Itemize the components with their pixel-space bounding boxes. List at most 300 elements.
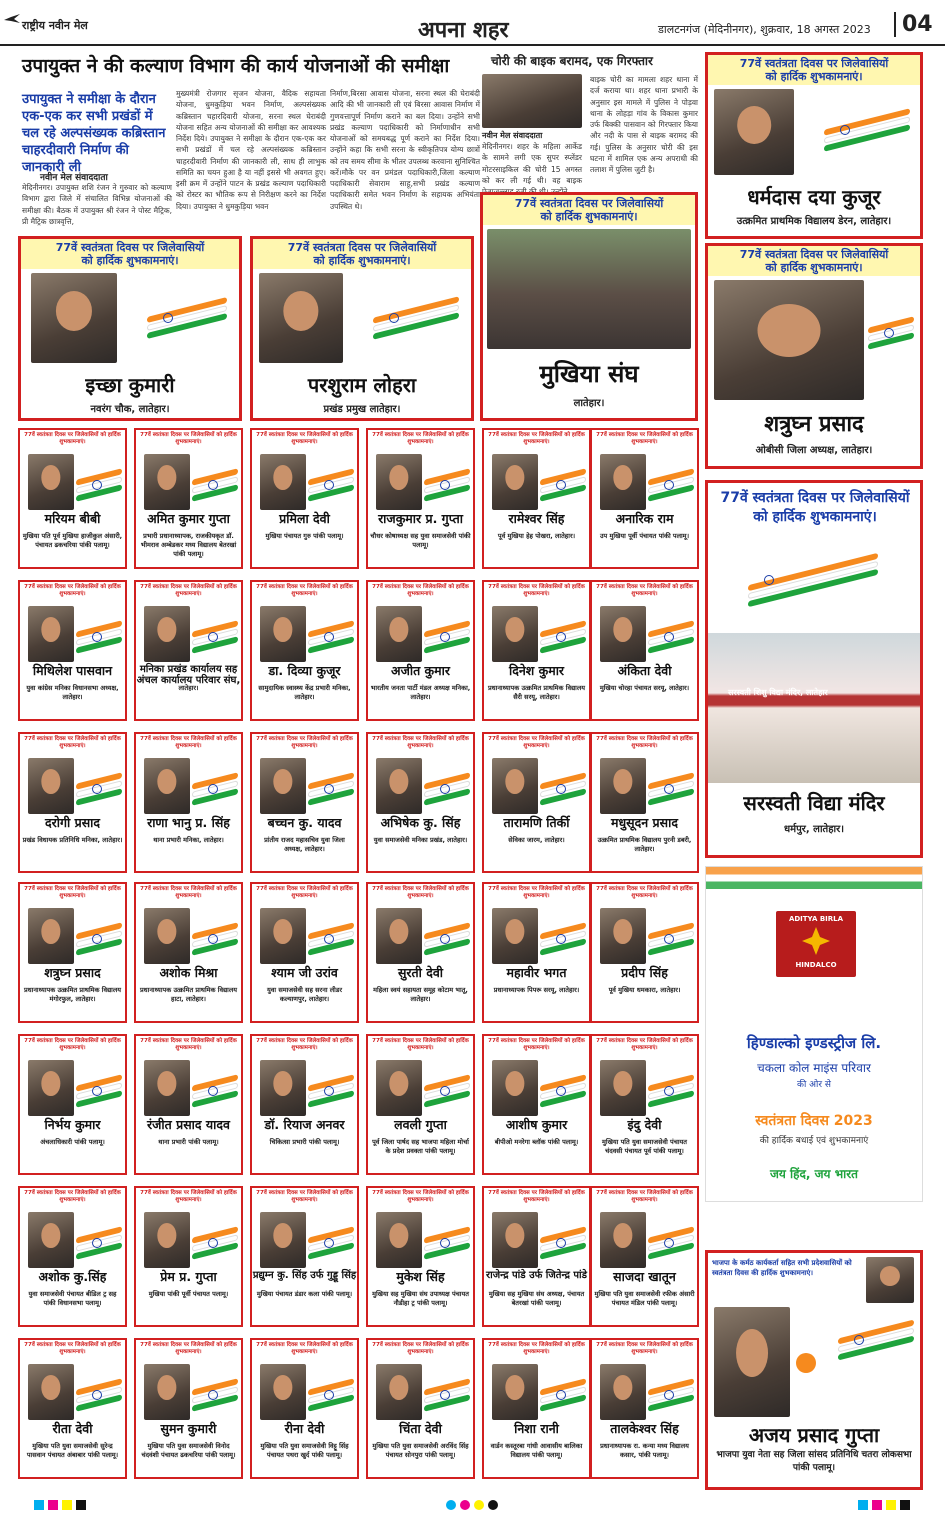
- card-greeting: 77वें स्वतंत्रता दिवस पर जिलेवासियों को हार्दिक शुभकामनाएं।: [596, 886, 693, 900]
- flag-ribbon-icon: [648, 620, 694, 654]
- ad-name: इच्छा कुमारी: [85, 373, 175, 397]
- greeting-card: [482, 1338, 591, 1479]
- card-name: आशीष कुमार: [505, 1117, 568, 1132]
- flag-ribbon-icon: [424, 1074, 470, 1108]
- magenta-dot: [460, 1500, 470, 1510]
- card-greeting: 77वें स्वतंत्रता दिवस पर जिलेवासियों को हार्दिक शुभकामनाएं।: [488, 1342, 585, 1356]
- person-photo: [714, 280, 864, 400]
- card-greeting: 77वें स्वतंत्रता दिवस पर जिलेवासियों को हार्दिक शुभकामनाएं।: [596, 736, 693, 750]
- flag-ribbon-icon: [192, 1226, 238, 1260]
- greeting-card: [366, 1034, 475, 1175]
- flag-ribbon-icon: [373, 301, 459, 351]
- greeting-card: [366, 1186, 475, 1327]
- person-photo: [600, 1212, 646, 1268]
- flag-ribbon-icon: [540, 772, 586, 806]
- card-name: चिंता देवी: [399, 1421, 442, 1436]
- card-desc: मुखिया पति युवा समाजसेवी विट्टू सिंह पंचायत पथरा खुर्द पांकी पलामू।: [260, 1442, 349, 1459]
- greeting-card: [18, 882, 127, 1023]
- card-greeting: 77वें स्वतंत्रता दिवस पर जिलेवासियों को हार्दिक शुभकामनाएं।: [256, 1038, 353, 1052]
- greeting-card: [250, 1186, 359, 1327]
- flag-ribbon-icon: [648, 1074, 694, 1108]
- card-name: मरियम बीबी: [44, 511, 101, 526]
- card-greeting: 77वें स्वतंत्रता दिवस पर जिलेवासियों को हार्दिक शुभकामनाएं।: [256, 584, 353, 598]
- card-greeting: 77वें स्वतंत्रता दिवस पर जिलेवासियों को हार्दिक शुभकामनाएं।: [140, 584, 237, 598]
- flag-ribbon-icon: [192, 468, 238, 502]
- greeting-card: [590, 882, 699, 1023]
- ad-hindalco: [705, 866, 923, 1202]
- cyan-dot: [446, 1500, 456, 1510]
- card-desc: प्रधानाध्यापक उत्क्रमित प्राथमिक विद्यालय मंगोरफुल, लातेहार।: [23, 986, 122, 1003]
- card-greeting: 77वें स्वतंत्रता दिवस पर जिलेवासियों को हार्दिक शुभकामनाएं।: [24, 1038, 121, 1052]
- card-name: डा. दिव्या कुजूर: [268, 663, 341, 678]
- from-line: की ओर से: [797, 1080, 831, 1090]
- card-desc: प्रधानाध्यापक पिपरू सरयू, लातेहार।: [493, 986, 580, 994]
- card-name: राजेन्द्र पांडे उर्फ जितेन्द्र पांडे: [486, 1270, 587, 1281]
- card-greeting: 77वें स्वतंत्रता दिवस पर जिलेवासियों को हार्दिक शुभकामनाएं।: [24, 886, 121, 900]
- card-name: सुमन कुमारी: [160, 1421, 217, 1436]
- greeting-card: [366, 428, 475, 569]
- person-photo: [144, 1212, 190, 1268]
- yellow-dot: [474, 1500, 484, 1510]
- greeting-card: [18, 1338, 127, 1479]
- flag-ribbon-icon: [308, 1378, 354, 1412]
- magenta-swatch: [48, 1500, 58, 1510]
- flag-ribbon-icon: [540, 468, 586, 502]
- card-name: प्रदीप सिंह: [621, 965, 668, 980]
- card-name: रीना देवी: [284, 1421, 325, 1436]
- tricolor-band: [706, 867, 922, 889]
- person-photo: [600, 606, 646, 662]
- greeting-card: [250, 1338, 359, 1479]
- card-name: लवली गुप्ता: [394, 1117, 447, 1132]
- person-photo: [492, 1060, 538, 1116]
- ad-greeting: भाजपा के कर्मठ कार्यकर्ता सहित सभी प्रदेशवासियों को स्वतंत्रता दिवस की हार्दिक शुभकामनाएं।: [712, 1259, 852, 1277]
- greeting-card: [590, 428, 699, 569]
- card-name: अशोक मिश्रा: [159, 965, 218, 980]
- school-photo: [708, 633, 920, 783]
- person-photo: [376, 1060, 422, 1116]
- flag-ribbon-icon: [308, 620, 354, 654]
- greeting-card: [482, 580, 591, 721]
- flag-ribbon-icon: [868, 316, 914, 366]
- card-greeting: 77वें स्वतंत्रता दिवस पर जिलेवासियों को हार्दिक शुभकामनाएं।: [256, 1342, 353, 1356]
- ad-greeting: 77वें स्वतंत्रता दिवस पर जिलेवासियों को हार्दिक शुभकामनाएं।: [253, 239, 471, 269]
- greeting-card: [366, 882, 475, 1023]
- section-title: अपना शहर: [418, 18, 509, 43]
- card-name: दिनेश कुमार: [508, 663, 565, 678]
- card-greeting: 77वें स्वतंत्रता दिवस पर जिलेवासियों को हार्दिक शुभकामनाएं।: [596, 432, 693, 446]
- main-story-col3: निर्माण,बिरसा आवास योजना, सरना स्थल की घेराबंदी आदि की भी जानकारी ली एवं बिरसा आवास निर्माण में गुणवत्तापूर्ण निर्माण कराने का बल दिया। उन्होंने सभी प्रखंड कल्याण पदाधिकारी को निर्माणाधीन सभी योजनाओं को समयबद्ध पूर्ण कराने का निर्देश दिया। उन्होंने कहा कि सभी सरना के स्वीकृतिपत्र योग्य छात्रों को तय समय सीमा के भीतर उपलब्ध करवाना सुनिश्चित करें।मौके पर वन प्रमंडल पदाधिकारी,जिला कल्याण पदाधिकारी सेवाराम साहू,सभी प्रखंड कल्याण पदाधिकारी समेत भवन निर्माण के सहायक अभियंता उपस्थित थे।: [330, 89, 480, 211]
- flag-ribbon-icon: [648, 922, 694, 956]
- greeting-card: [366, 580, 475, 721]
- greeting-card: [590, 580, 699, 721]
- flag-ribbon-icon: [648, 772, 694, 806]
- ad-desc: धर्मपुर, लातेहार।: [783, 824, 845, 835]
- ad-desc: नवरंग चौक, लातेहार।: [90, 404, 170, 415]
- greeting-card: [250, 732, 359, 873]
- card-desc: भारतीय जनता पार्टी मंडल अध्यक्ष मनिका, लातेहार।: [370, 684, 471, 701]
- person-photo: [376, 1212, 422, 1268]
- card-name: महावीर भगत: [506, 965, 567, 980]
- person-photo: [600, 758, 646, 814]
- card-greeting: 77वें स्वतंत्रता दिवस पर जिलेवासियों को हार्दिक शुभकामनाएं।: [372, 1190, 469, 1204]
- card-desc: मुखिया सह मुखिया संघ उपाध्यक्ष पंचायत नौडीहा ट्र पांकी पलामू।: [372, 1290, 469, 1307]
- card-desc: सामुदायिक स्वास्थ्य केंद्र प्रभारी मनिका, लातेहार।: [258, 684, 351, 701]
- greeting-card: [482, 1034, 591, 1175]
- card-name: रामेश्वर सिंह: [508, 511, 565, 526]
- greeting-card: [134, 580, 243, 721]
- card-name: अनारिक राम: [615, 511, 674, 526]
- greeting-card: [134, 428, 243, 569]
- ad-desc: भाजपा युवा नेता सह जिला सांसद प्रतिनिधि चतरा लोकसभा पांकी पलामू।: [716, 1450, 912, 1473]
- greeting-card: [250, 882, 359, 1023]
- card-name: डॉ. रियाज अनवर: [264, 1117, 345, 1132]
- card-desc: प्रधानाध्यापक उत्क्रमित प्राथमिक विद्यालय सैरी सरयू, लातेहार।: [487, 684, 586, 701]
- card-desc: मुखिया पति युवा समाजसेवी विनोद चंदवंशी पंचायत ढकचरिया पांकी पलामू।: [141, 1442, 236, 1459]
- person-photo: [492, 908, 538, 964]
- flag-ribbon-icon: [424, 772, 470, 806]
- card-greeting: 77वें स्वतंत्रता दिवस पर जिलेवासियों को हार्दिक शुभकामनाएं।: [24, 1342, 121, 1356]
- greeting-card: [18, 428, 127, 569]
- masthead: [0, 0, 945, 46]
- flag-ribbon-icon: [308, 1074, 354, 1108]
- card-greeting: 77वें स्वतंत्रता दिवस पर जिलेवासियों को हार्दिक शुभकामनाएं।: [372, 736, 469, 750]
- greeting-card: [482, 1186, 591, 1327]
- dateline: डालटनगंज (मेदिनीनगर), शुक्रवार, 18 अगस्त 2023: [658, 23, 871, 36]
- person-photo: [260, 606, 306, 662]
- card-name: अंकिता देवी: [617, 663, 672, 678]
- ad-name: अजय प्रसाद गुप्ता: [748, 1423, 880, 1447]
- card-greeting: 77वें स्वतंत्रता दिवस पर जिलेवासियों को हार्दिक शुभकामनाएं।: [596, 1190, 693, 1204]
- flag-ribbon-icon: [76, 1226, 122, 1260]
- card-name: मनिका प्रखंड कार्यालय सह अंचल कार्यालय परिवार संघ,: [136, 664, 241, 686]
- person-photo: [600, 908, 646, 964]
- card-desc: सेविका जारम, लातेहार।: [508, 836, 565, 844]
- card-greeting: 77वें स्वतंत्रता दिवस पर जिलेवासियों को हार्दिक शुभकामनाएं।: [488, 886, 585, 900]
- person-photo: [492, 454, 538, 510]
- card-name: तारामणि तिर्की: [503, 815, 570, 830]
- card-desc: वार्डन कस्तूरबा गांधी आवासीय बालिका विद्यालय पांकी पलामू।: [490, 1442, 583, 1459]
- card-greeting: 77वें स्वतंत्रता दिवस पर जिलेवासियों को हार्दिक शुभकामनाएं।: [596, 584, 693, 598]
- side-headline: चोरी की बाइक बरामद, एक गिरफ्तार: [491, 54, 653, 68]
- person-photo: [714, 1307, 790, 1417]
- person-photo: [492, 1212, 538, 1268]
- flag-ribbon-icon: [147, 301, 227, 351]
- ad-desc: उत्क्रमित प्राथमिक विद्यालय डेरन, लातेहार।: [736, 216, 892, 227]
- card-name: अमित कुमार गुप्ता: [147, 511, 230, 526]
- card-greeting: 77वें स्वतंत्रता दिवस पर जिलेवासियों को हार्दिक शुभकामनाएं।: [372, 584, 469, 598]
- card-name: शत्रुघ्न प्रसाद: [44, 965, 101, 980]
- greeting-card: [134, 1186, 243, 1327]
- card-greeting: 77वें स्वतंत्रता दिवस पर जिलेवासियों को हार्दिक शुभकामनाएं।: [140, 886, 237, 900]
- group-photo: [487, 229, 691, 349]
- card-name: रंजीत प्रसाद यादव: [147, 1117, 230, 1132]
- main-subhead: उपायुक्त ने समीक्षा के दौरान एक-एक कर सभी प्रखंडों में चल रहे अल्पसंख्यक कब्रिस्तान चाहरदीवारी निर्माण की जानकारी ली: [22, 92, 166, 175]
- ad-desc: ओबीसी जिला अध्यक्ष, लातेहार।: [755, 445, 873, 456]
- greeting-card: [250, 580, 359, 721]
- card-greeting: 77वें स्वतंत्रता दिवस पर जिलेवासियों को हार्दिक शुभकामनाएं।: [140, 736, 237, 750]
- main-story-col1: मेदिनीनगर। उपायुक्त शशि रंजन ने गुरुवार को कल्याण विभाग द्वारा जिले में संचालित विभिन्न योजनाओं की समीक्षा की। बैठक में उपायुक्त श्री रंजन ने पोस्ट मैट्रिक, प्री मैट्रिक छात्रवृत्ति,: [22, 183, 172, 226]
- greeting-card: [18, 580, 127, 721]
- card-desc: प्रधानाध्यापक रा. कन्या मध्य विद्यालय कसार, पांकी पलामू।: [600, 1442, 689, 1459]
- card-greeting: 77वें स्वतंत्रता दिवस पर जिलेवासियों को हार्दिक शुभकामनाएं।: [256, 1190, 353, 1204]
- main-byline: नवीन मेल संवाददाता: [40, 173, 108, 183]
- flag-ribbon-icon: [540, 620, 586, 654]
- greeting-card: [590, 1186, 699, 1327]
- flag-ribbon-icon: [748, 563, 878, 603]
- person-photo: [28, 606, 74, 662]
- greeting-card: [134, 1034, 243, 1175]
- black-dot: [488, 1500, 498, 1510]
- person-photo: [600, 1364, 646, 1420]
- card-greeting: 77वें स्वतंत्रता दिवस पर जिलेवासियों को हार्दिक शुभकामनाएं।: [488, 584, 585, 598]
- flag-ribbon-icon: [424, 1378, 470, 1412]
- bike-photo: [482, 74, 582, 128]
- greeting-card: [250, 428, 359, 569]
- card-desc: थाना प्रभारी पांकी पलामू।: [158, 1138, 219, 1146]
- card-name: सुरती देवी: [397, 965, 444, 980]
- flag-ribbon-icon: [192, 1378, 238, 1412]
- card-desc: महिला स्वयं सहायता समूह कोटाम भातू, लातेहार।: [373, 986, 468, 1003]
- flag-ribbon-icon: [76, 468, 122, 502]
- ad-greeting: 77वें स्वतंत्रता दिवस पर जिलेवासियों को हार्दिक शुभकामनाएं।: [483, 195, 695, 225]
- card-desc: उप मुखिया पूर्वी पंचायत पांकी पलामू।: [599, 532, 690, 540]
- card-name: प्रेम प्र. गुप्ता: [160, 1269, 217, 1284]
- flag-ribbon-icon: [192, 922, 238, 956]
- side-story-col1: मेदिनीनगर। शहर के महिला आर्केड के सामने लगी एक सुपर स्प्लेंडर मोटरसाइकिल की चोरी 15 अगस्त को कर ली गई थी। वह बाइक: [482, 142, 582, 185]
- flag-ribbon-icon: [76, 772, 122, 806]
- card-desc: मुखिया पति युवा समाजसेवी पंचायत चंदवसी पंचायत पूर्व पांकी पलामू।: [602, 1138, 687, 1155]
- card-name: निर्भय कुमार: [44, 1117, 101, 1132]
- occasion: स्वतंत्रता दिवस 2023: [755, 1113, 873, 1129]
- newspaper-brand: राष्ट्रीय नवीन मेल: [22, 19, 88, 32]
- ad-shatrughan-prasad: [705, 243, 923, 469]
- page-number: 04: [894, 12, 933, 37]
- card-greeting: 77वें स्वतंत्रता दिवस पर जिलेवासियों को हार्दिक शुभकामनाएं।: [140, 1190, 237, 1204]
- person-photo: [260, 908, 306, 964]
- bird-logo-icon: [4, 14, 20, 24]
- card-name: राणा भानु प्र. सिंह: [147, 815, 230, 830]
- ad-ajay-prasad-gupta: [705, 1250, 923, 1490]
- ad-name: धर्मदास दया कुजूर: [747, 185, 881, 209]
- card-name: इंदु देवी: [627, 1117, 662, 1132]
- ad-desc: प्रखंड प्रमुख लातेहार।: [323, 404, 401, 415]
- person-photo: [28, 1060, 74, 1116]
- card-greeting: 77वें स्वतंत्रता दिवस पर जिलेवासियों को हार्दिक शुभकामनाएं।: [488, 1190, 585, 1204]
- flag-ribbon-icon: [838, 1323, 914, 1373]
- greeting-card: [18, 1186, 127, 1327]
- card-greeting: 77वें स्वतंत्रता दिवस पर जिलेवासियों को हार्दिक शुभकामनाएं।: [372, 1038, 469, 1052]
- person-photo: [144, 908, 190, 964]
- card-desc: चिकित्सा प्रभारी पांकी पलामू।: [269, 1138, 340, 1146]
- flag-ribbon-icon: [540, 1378, 586, 1412]
- person-photo: [376, 758, 422, 814]
- card-desc: मुखिया पति पूर्व मुखिया हाजीकुल अंसारी, पंचायत ढकचरिया पांकी पलामू।: [22, 532, 123, 549]
- person-photo: [376, 1364, 422, 1420]
- card-greeting: 77वें स्वतंत्रता दिवस पर जिलेवासियों को हार्दिक शुभकामनाएं।: [488, 432, 585, 446]
- ad-desc: लातेहार।: [573, 398, 605, 409]
- person-photo: [260, 1364, 306, 1420]
- card-name: अभिषेक कु. सिंह: [380, 815, 461, 830]
- flag-ribbon-icon: [648, 1226, 694, 1260]
- flag-ribbon-icon: [76, 1074, 122, 1108]
- flag-ribbon-icon: [424, 468, 470, 502]
- card-desc: पूर्व मुखिया धमकारा, लातेहार।: [608, 986, 681, 994]
- person-photo: [714, 89, 794, 175]
- greeting-card: [590, 732, 699, 873]
- card-desc: युवा कांग्रेस मनिका विधानसभा अध्यक्ष, लातेहार।: [26, 684, 119, 701]
- card-greeting: 77वें स्वतंत्रता दिवस पर जिलेवासियों को हार्दिक शुभकामनाएं।: [372, 1342, 469, 1356]
- black-swatch: [76, 1500, 86, 1510]
- person-photo: [376, 454, 422, 510]
- card-desc: मुखिया पंचायत गुरु पांकी पलामू।: [265, 532, 344, 540]
- card-greeting: 77वें स्वतंत्रता दिवस पर जिलेवासियों को हार्दिक शुभकामनाएं।: [24, 432, 121, 446]
- yellow-swatch: [886, 1500, 896, 1510]
- flag-ribbon-icon: [648, 468, 694, 502]
- main-story-col2: मुख्यमंत्री रोजगार सृजन योजना, वैदिक सहायता योजना, धुमकुड़िया भवन निर्माण, अल्पसंख्यक कब्रिस्तान चहारदिवारी योजना, सरना स्थल घेराबंदी योजना सहित अन्य योजनाओं की समीक्षा कर आवश्यक निर्देश दिये। उपायुक्त ने समीक्षा के दौरान एक-एक कर सभी प्रखंडों में चल रहे अल्पसंख्यक कब्रिस्तान चाहरदीवारी निर्माण की जानकारी ली, साथ ही लाभुक समिति का चयन हुआ है या नहीं इससे भी अवगत हुए। इसी क्रम में उन्होंने पाटन के प्रखंड कल्याण पदाधिकारी को रोस्टर का भौतिक रूप से निरीक्षण करने का निर्देश दिया। उपायुक्त ने धुमकुड़िया भवन: [176, 89, 326, 211]
- person-photo: [492, 1364, 538, 1420]
- flag-ribbon-icon: [648, 1378, 694, 1412]
- company-name: हिण्डाल्को इण्डस्ट्रीज लि.: [746, 1034, 882, 1052]
- card-desc: प्रभारी प्रधानाध्यापक, राजकीयकृत डॉ. भीमराव अम्बेडकर मध्य विद्यालय बेतरखां पांकी पलामू।: [140, 532, 237, 558]
- card-greeting: 77वें स्वतंत्रता दिवस पर जिलेवासियों को हार्दिक शुभकामनाएं।: [24, 584, 121, 598]
- flag-ribbon-icon: [192, 772, 238, 806]
- unit-name: चकला कोल माइंस परिवार: [757, 1061, 871, 1075]
- card-desc: उत्क्रमित प्राथमिक विद्यालय पुरनी डबरी, लातेहार।: [597, 836, 692, 853]
- card-name: प्रमिला देवी: [279, 511, 330, 526]
- school-sign: सरस्वती शिशु विद्या मंदिर, लातेहार: [728, 688, 828, 697]
- card-greeting: 77वें स्वतंत्रता दिवस पर जिलेवासियों को हार्दिक शुभकामनाएं।: [372, 432, 469, 446]
- card-greeting: 77वें स्वतंत्रता दिवस पर जिलेवासियों को हार्दिक शुभकामनाएं।: [256, 886, 353, 900]
- card-desc: अंचलाधिकारी पांकी पलामू।: [40, 1138, 105, 1146]
- card-greeting: 77वें स्वतंत्रता दिवस पर जिलेवासियों को हार्दिक शुभकामनाएं।: [24, 1190, 121, 1204]
- card-desc: मुखिया पंचायत डंडार कला पांकी पलामू।: [256, 1290, 353, 1298]
- ad-name: शत्रुघ्न प्रसाद: [764, 412, 864, 437]
- card-greeting: 77वें स्वतंत्रता दिवस पर जिलेवासियों को हार्दिक शुभकामनाएं।: [256, 432, 353, 446]
- person-photo: [28, 758, 74, 814]
- person-photo: [376, 908, 422, 964]
- flag-ribbon-icon: [540, 1074, 586, 1108]
- leader-photo: [866, 1257, 914, 1303]
- flag-ribbon-icon: [308, 922, 354, 956]
- card-name: रीता देवी: [52, 1421, 93, 1436]
- card-desc: मुखिया पति युवा समाजसेवी अरविंद सिंह पंचायत सोनपुरा पांकी पलामू।: [372, 1442, 469, 1459]
- card-name: निशा रानी: [514, 1421, 559, 1436]
- card-greeting: 77वें स्वतंत्रता दिवस पर जिलेवासियों को हार्दिक शुभकामनाएं।: [596, 1342, 693, 1356]
- sunburst-icon: [802, 927, 830, 955]
- person-photo: [259, 273, 343, 363]
- person-photo: [260, 1212, 306, 1268]
- person-photo: [376, 606, 422, 662]
- person-photo: [28, 1212, 74, 1268]
- flag-ribbon-icon: [192, 620, 238, 654]
- person-photo: [260, 1060, 306, 1116]
- person-photo: [144, 758, 190, 814]
- greeting-card: [134, 882, 243, 1023]
- card-desc: पूर्व जिला पार्षद सह भाजपा महिला मोर्चा के प्रदेश प्रवक्ता पांकी पलामू।: [372, 1138, 469, 1155]
- card-desc: थाना प्रभारी मनिका, लातेहार।: [153, 836, 224, 844]
- card-desc: मुखिया चोरहा पंचायत सरयू, लातेहार।: [599, 684, 690, 692]
- ad-name: सरस्वती विद्या मंदिर: [743, 791, 885, 815]
- card-desc: युवा समाजसेवी पंचायत बीडिल ट्र सह पांकी विधानसभा पलामू।: [28, 1290, 117, 1307]
- flag-ribbon-icon: [308, 1226, 354, 1260]
- greeting-card: [482, 732, 591, 873]
- card-desc: प्रखंड विधायक प्रतिनिधि मनिका, लातेहार।: [22, 836, 123, 844]
- flag-ribbon-icon: [308, 772, 354, 806]
- flag-ribbon-icon: [540, 922, 586, 956]
- card-name: अशोक कु.सिंह: [38, 1269, 107, 1284]
- greeting-card: [18, 732, 127, 873]
- card-greeting: 77वें स्वतंत्रता दिवस पर जिलेवासियों को हार्दिक शुभकामनाएं।: [488, 1038, 585, 1052]
- card-desc: युवा समाजसेवी सह सरना लीडर कल्याणपुर, लातेहार।: [266, 986, 342, 1003]
- card-desc: चौधर कोषाध्यक्ष सह युवा समाजसेवी पांकी पलामू।: [370, 532, 471, 549]
- person-photo: [600, 1060, 646, 1116]
- person-photo: [144, 1364, 190, 1420]
- card-desc: लातेहार।: [178, 684, 199, 692]
- ad-iccha-kumari: [18, 236, 242, 421]
- aditya-birla-logo: ADITYA BIRLA HINDALCO: [776, 911, 856, 977]
- main-headline: उपायुक्त ने की कल्याण विभाग की कार्य योजनाओं की समीक्षा: [22, 55, 450, 77]
- cyan-swatch: [858, 1500, 868, 1510]
- ad-parshuram-lohra: [250, 236, 474, 421]
- card-name: मिथिलेश पासवान: [32, 663, 113, 678]
- card-greeting: 77वें स्वतंत्रता दिवस पर जिलेवासियों को हार्दिक शुभकामनाएं।: [140, 1342, 237, 1356]
- ad-mukhiya-sangh: [480, 192, 698, 421]
- flag-ribbon-icon: [308, 468, 354, 502]
- card-desc: प्रधानाध्यापक उत्क्रमित प्राथमिक विद्यालय हाटा, लातेहार।: [139, 986, 238, 1003]
- card-desc: प्रांतीय राजद महासचिव युवा जिला अध्यक्ष, लातेहार।: [264, 836, 345, 853]
- card-name: दरोगी प्रसाद: [44, 815, 101, 830]
- cyan-swatch: [34, 1500, 44, 1510]
- greeting-card: [482, 428, 591, 569]
- card-name: मधुसूदन प्रसाद: [611, 815, 678, 830]
- flag-ribbon-icon: [424, 922, 470, 956]
- card-greeting: 77वें स्वतंत्रता दिवस पर जिलेवासियों को हार्दिक शुभकामनाएं।: [256, 736, 353, 750]
- flag-ribbon-icon: [424, 620, 470, 654]
- card-desc: मुखिया पति युवा समाजसेवी सुरेन्द्र पासवान पंचायत अंबाबार पांकी पलामू।: [26, 1442, 119, 1459]
- card-name: तालकेश्वर सिंह: [610, 1421, 679, 1436]
- greeting-card: [366, 732, 475, 873]
- card-greeting: 77वें स्वतंत्रता दिवस पर जिलेवासियों को हार्दिक शुभकामनाएं।: [488, 736, 585, 750]
- person-photo: [260, 454, 306, 510]
- card-name: श्याम जी उरांव: [271, 965, 338, 980]
- card-desc: पूर्व मुखिया हेह पोखरा, लातेहार।: [497, 532, 576, 540]
- card-name: प्रद्युम्न कु. सिंह उर्फ गुड्डू सिंह: [252, 1270, 357, 1281]
- person-photo: [144, 606, 190, 662]
- print-color-bar: [0, 1494, 945, 1517]
- person-photo: [144, 1060, 190, 1116]
- person-photo: [492, 758, 538, 814]
- ad-greeting: 77वें स्वतंत्रता दिवस पर जिलेवासियों को हार्दिक शुभकामनाएं।: [21, 239, 239, 269]
- card-name: अजीत कुमार: [391, 663, 450, 678]
- flag-ribbon-icon: [76, 1378, 122, 1412]
- flag-ribbon-icon: [76, 620, 122, 654]
- slogan: जय हिंद, जय भारत: [770, 1167, 858, 1181]
- card-greeting: 77वें स्वतंत्रता दिवस पर जिलेवासियों को हार्दिक शुभकामनाएं।: [24, 736, 121, 750]
- flag-ribbon-icon: [192, 1074, 238, 1108]
- greeting-card: [482, 882, 591, 1023]
- person-photo: [492, 606, 538, 662]
- person-photo: [144, 454, 190, 510]
- ad-greeting: 77वें स्वतंत्रता दिवस पर जिलेवासियों को हार्दिक शुभकामनाएं।: [720, 490, 910, 525]
- card-desc: युवा समाजसेवी मनिका प्रखंड, लातेहार।: [373, 836, 468, 844]
- lotus-icon: [796, 1353, 816, 1373]
- flag-ribbon-icon: [540, 1226, 586, 1260]
- card-desc: बीपीओ मनरेगा ब्लॉक पांकी पलामू।: [494, 1138, 579, 1146]
- card-name: साजदा खातून: [613, 1269, 676, 1284]
- person-photo: [31, 273, 117, 363]
- greeting-card: [18, 1034, 127, 1175]
